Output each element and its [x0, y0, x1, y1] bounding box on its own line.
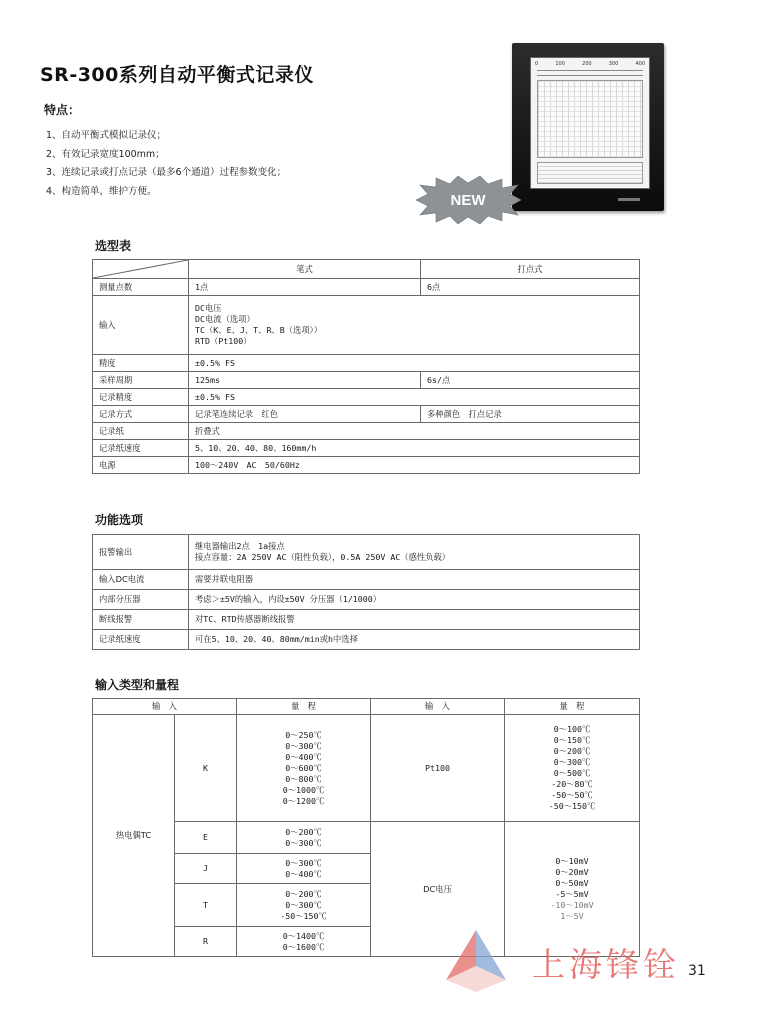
table-header-row — [93, 699, 640, 715]
column-header-range: 量 程 — [237, 699, 371, 715]
range-cell — [237, 884, 371, 927]
tc-type-t: T — [175, 884, 237, 927]
table-row — [93, 372, 640, 389]
range-line: -10～10mV — [550, 900, 594, 910]
shared-value: 100～240V AC 50/60Hz — [189, 457, 640, 474]
new-badge-label: NEW — [450, 192, 486, 209]
range-line: 0～300℃ — [285, 740, 322, 751]
ranges-table — [92, 698, 640, 957]
row-label: 记录精度 — [93, 389, 189, 406]
table-row — [93, 822, 640, 854]
tc-type-k: K — [175, 715, 237, 822]
column-header-input: 输 入 — [93, 699, 237, 715]
table-row — [93, 423, 640, 440]
range-line: 0～800℃ — [285, 773, 322, 784]
range-line: -50～150℃ — [280, 910, 327, 921]
door-latch — [618, 198, 640, 201]
range-line: 0～600℃ — [285, 762, 322, 773]
ranges-table-heading: 输入类型和量程 — [95, 678, 180, 692]
chart-paper — [537, 80, 643, 158]
option-value: 可在5、10、20、40、80mm/min或h中选择 — [189, 630, 640, 650]
shared-value: ±0.5% FS — [189, 355, 640, 372]
range-line: 0～1200℃ — [282, 795, 325, 806]
column-header-dot: 打点式 — [421, 260, 640, 279]
row-label: 内部分压器 — [93, 590, 189, 610]
option-value: 需要并联电阻器 — [189, 570, 640, 590]
row-label: 断线报警 — [93, 610, 189, 630]
range-line: 0～300℃ — [285, 857, 322, 868]
features-list — [46, 127, 286, 201]
dot-value: 6s/点 — [421, 372, 640, 389]
range-line: -50～50℃ — [551, 790, 593, 800]
table-row — [93, 535, 640, 570]
cell-line: 接点容量：2A 250V AC（阻性负载），0.5A 250V AC（感性负载） — [195, 552, 451, 562]
range-cell — [237, 854, 371, 884]
tc-type-r: R — [175, 927, 237, 957]
tc-type-e: E — [175, 822, 237, 854]
selection-table-heading: 选型表 — [95, 239, 132, 253]
recorder-scale — [535, 61, 645, 67]
cell-line: TC（K、E、J、T、R、B（选项）） — [195, 325, 323, 335]
table-row — [93, 440, 640, 457]
range-line: 0～200℃ — [553, 746, 591, 756]
features-heading: 特点： — [44, 103, 81, 117]
range-line: 0～200℃ — [285, 826, 322, 837]
row-label: 测量点数 — [93, 279, 189, 296]
range-line: 0～150℃ — [553, 735, 591, 745]
cell-line: 继电器输出2点 1a接点 — [195, 541, 285, 551]
range-cell — [505, 715, 640, 822]
range-line: 0～50mV — [555, 878, 589, 888]
range-line: 0～20mV — [555, 867, 589, 877]
pen-value: 记录笔连续记录 红色 — [189, 406, 421, 423]
scale-tick: 300 — [608, 61, 619, 67]
table-row — [93, 279, 640, 296]
pen-rail — [537, 70, 643, 76]
row-label: 记录方式 — [93, 406, 189, 423]
range-cell — [237, 927, 371, 957]
range-line: 1～5V — [560, 911, 584, 921]
selection-table — [92, 259, 640, 474]
column-header-input: 输 入 — [371, 699, 505, 715]
range-line: -5～5mV — [555, 889, 589, 899]
range-cell — [237, 822, 371, 854]
dot-value: 6点 — [421, 279, 640, 296]
chart-paper-fold — [537, 162, 643, 184]
range-line: 0～300℃ — [285, 899, 322, 910]
row-label: 输入DC电流 — [93, 570, 189, 590]
scale-tick: 200 — [582, 61, 592, 67]
pen-value: 1点 — [189, 279, 421, 296]
row-label: 报警输出 — [93, 535, 189, 570]
table-row — [93, 610, 640, 630]
range-line: 0～500℃ — [553, 768, 591, 778]
options-table — [92, 534, 640, 650]
shared-value: ±0.5% FS — [189, 389, 640, 406]
range-cell — [237, 715, 371, 822]
new-badge — [414, 175, 522, 225]
table-row — [93, 457, 640, 474]
range-line: -50～150℃ — [548, 801, 596, 811]
column-header-pen: 笔式 — [189, 260, 421, 279]
option-value: 对TC、RTD传感器断线报警 — [189, 610, 640, 630]
scale-tick: 0 — [535, 61, 539, 67]
range-line: 0～1400℃ — [282, 930, 325, 941]
dc-voltage-type: DC电压 — [371, 822, 505, 957]
range-line: 0～300℃ — [553, 757, 591, 767]
range-line: 0～1000℃ — [282, 784, 325, 795]
tc-type-j: J — [175, 854, 237, 884]
cell-line: DC电压 — [195, 303, 222, 313]
row-label: 精度 — [93, 355, 189, 372]
recorder-product-image — [512, 43, 664, 211]
range-line: 0～400℃ — [285, 868, 322, 879]
scale-tick: 400 — [635, 61, 645, 67]
column-header-range: 量 程 — [505, 699, 640, 715]
range-line: 0～100℃ — [553, 724, 591, 734]
page-title: SR-300系列自动平衡式记录仪 — [40, 64, 314, 86]
diagonal-header-cell — [93, 260, 189, 279]
row-label: 电源 — [93, 457, 189, 474]
table-row — [93, 590, 640, 610]
table-row — [93, 296, 640, 355]
option-value — [189, 535, 640, 570]
range-line: 0～1600℃ — [282, 941, 325, 952]
feature-item: 1、自动平衡式模拟记录仪； — [46, 130, 167, 141]
row-label: 记录纸速度 — [93, 630, 189, 650]
input-types-cell — [189, 296, 640, 355]
row-label: 记录纸速度 — [93, 440, 189, 457]
shared-value: 5、10、20、40、80、160mm/h — [189, 440, 640, 457]
page-number: 31 — [688, 963, 706, 979]
option-value: 考虑＞±5V的输入，内设±50V 分压器（1/1000） — [189, 590, 640, 610]
cell-line: RTD（Pt100） — [195, 336, 252, 346]
feature-item: 4、构造简单，维护方便。 — [46, 185, 157, 197]
table-row — [93, 570, 640, 590]
diagonal-line — [93, 260, 188, 278]
row-label: 输入 — [93, 296, 189, 355]
range-line: 0～250℃ — [285, 729, 322, 740]
range-line: 0～400℃ — [285, 751, 322, 762]
range-line: 0～10mV — [555, 856, 589, 866]
table-row — [93, 389, 640, 406]
feature-item: 3、连续记录或打点记录（最多6个通道）过程参数变化； — [46, 167, 287, 178]
options-table-heading: 功能选项 — [95, 513, 144, 527]
cell-line: DC电流（选项） — [195, 314, 255, 324]
pen-value: 125ms — [189, 372, 421, 389]
scale-tick: 100 — [555, 61, 565, 67]
watermark-text: 上海锋铨 — [532, 945, 680, 984]
range-line: -20～80℃ — [551, 779, 593, 789]
recorder-window — [530, 57, 650, 189]
table-row — [93, 630, 640, 650]
range-line: 0～200℃ — [285, 888, 322, 899]
table-header-row — [93, 260, 640, 279]
table-row — [93, 715, 640, 822]
pt100-type: Pt100 — [371, 715, 505, 822]
row-label: 记录纸 — [93, 423, 189, 440]
thermocouple-label: 热电偶TC — [93, 715, 175, 957]
range-line: 0～300℃ — [285, 837, 322, 848]
dot-value: 多种颜色 打点记录 — [421, 406, 640, 423]
table-row — [93, 355, 640, 372]
table-row — [93, 406, 640, 423]
shared-value: 折叠式 — [189, 423, 640, 440]
feature-item: 2、有效记录宽度100mm； — [46, 148, 165, 160]
row-label: 采样周期 — [93, 372, 189, 389]
